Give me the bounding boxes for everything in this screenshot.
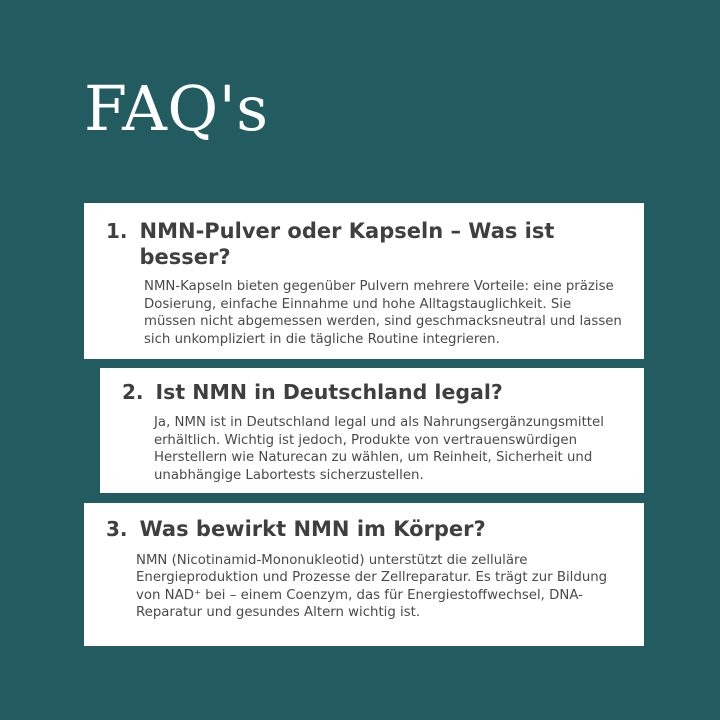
faq-question-row-3 (106, 517, 622, 543)
faq-question-1: NMN-Pulver oder Kapseln – Was ist besser? (139, 219, 555, 269)
faq-question-3: Was bewirkt NMN im Körper? (139, 517, 486, 541)
faq-number-2: 2. (122, 380, 144, 404)
page-title: FAQ's (84, 72, 269, 145)
faq-item-1 (84, 203, 644, 359)
faq-item-3 (84, 503, 644, 646)
faq-answer-3: NMN (Nicotinamid-Mononukleotid) unterstützt die zelluläre Energieproduktion und Prozesse der Zellreparatur. Es trägt zur Bildung von NAD⁺ bei – einem Coenzym, das für Energiestoffwechsel, DNA-Reparatur und gesundes Altern wichtig ist. (136, 552, 608, 621)
faq-answer-1: NMN-Kapseln bieten gegenüber Pulvern mehrere Vorteile: eine präzise Dosierung, einfache Einnahme und hohe Alltagstauglichkeit. Sie müssen nicht abgemessen werden, sind geschmacksneutral und lassen sich unkompliziert in die tägliche Routine integrieren. (144, 279, 622, 347)
faq-number-1: 1. (106, 219, 128, 243)
faq-answer-2: Ja, NMN ist in Deutschland legal und als Nahrungsergänzungsmittel erhältlich. Wichtig ist jedoch, Produkte von vertrauenswürdigen Herstellern wie Naturecan zu wählen, um Reinheit, Sicherheit und unabhängige Labortests sicherzustellen. (154, 415, 604, 483)
faq-question-row-2 (122, 380, 622, 405)
faq-question-2: Ist NMN in Deutschland legal? (155, 380, 503, 404)
faq-item-2 (100, 368, 644, 493)
faq-number-3: 3. (106, 517, 128, 541)
faq-question-row-1 (106, 219, 622, 270)
